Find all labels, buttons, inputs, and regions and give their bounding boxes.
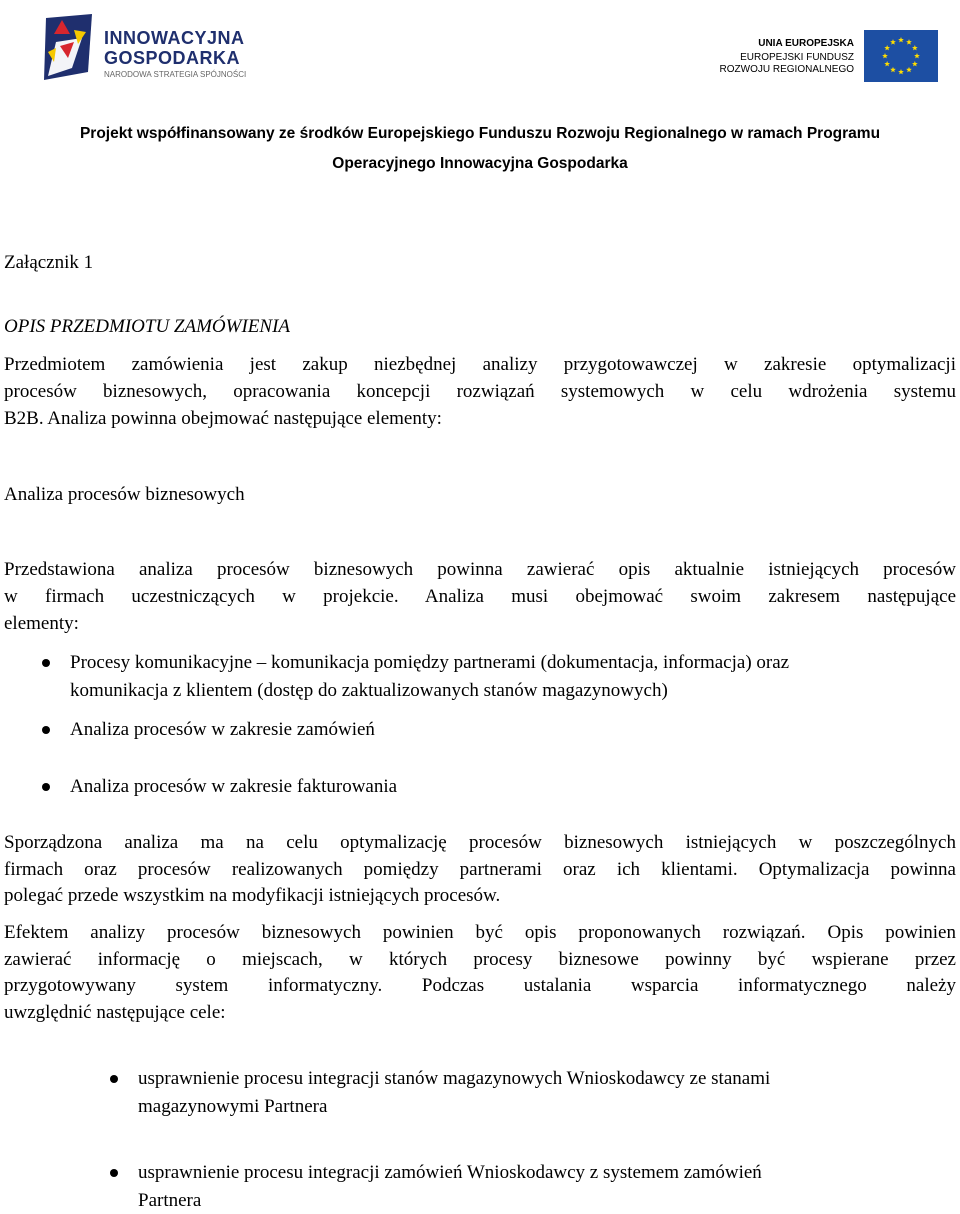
effect-line-1: Efektem analizy procesów biznesowych powinien być opis proponowanych rozwiązań. Opis powinien [4,922,956,943]
bullet-icon [42,726,50,734]
purpose-line-3: polegać przede wszystkim na modyfikacji istniejących procesów. [4,885,501,906]
innowacyjna-gospodarka-logo [42,12,272,88]
logo-right-line2: EUROPEJSKI FUNDUSZ [740,52,854,63]
section-intro-line-1: Przedstawiona analiza procesów biznesowych powinna zawierać opis aktualnie istniejących procesów [4,559,956,580]
annex-label: Załącznik 1 [4,252,94,273]
intro-line-1: Przedmiotem zamówienia jest zakup niezbędnej analizy przygotowawczej w zakresie optymalizacji [4,354,956,375]
purpose-line-1: Sporządzona analiza ma na celu optymalizację procesów biznesowych istniejących w poszczególnych [4,832,956,853]
intro-line-2: procesów biznesowych, opracowania koncepcji rozwiązań systemowych w celu wdrożenia systemu [4,381,956,402]
list-item-continuation: Partnera [138,1190,202,1211]
bullet-icon [110,1075,118,1083]
list-item-continuation: komunikacja z klientem (dostęp do zaktualizowanych stanów magazynowych) [70,680,668,701]
section-intro-line-2: w firmach uczestniczących w projekcie. Analiza musi obejmować swoim zakresem następujące [4,586,956,607]
effect-line-2: zawierać informację o miejscach, w których procesy biznesowe powinny być wspierane przez [4,949,956,970]
bullet-icon [110,1169,118,1177]
list-item: usprawnienie procesu integracji zamówień Wnioskodawcy z systemem zamówień [138,1162,762,1183]
list-item: Analiza procesów w zakresie zamówień [70,719,375,740]
intro-line-3: B2B. Analiza powinna obejmować następujące elementy: [4,408,442,429]
document-title: OPIS PRZEDMIOTU ZAMÓWIENIA [4,316,291,337]
funding-statement [0,119,960,179]
list-item: Procesy komunikacyjne – komunikacja pomiędzy partnerami (dokumentacja, informacja) oraz [70,652,790,673]
eu-flag-icon [864,30,938,82]
section-intro-line-3: elementy: [4,613,79,634]
logo-left-line1: INNOWACYJNA [104,28,245,48]
eu-regional-fund-logo [719,28,938,84]
logo-left-line3: NARODOWA STRATEGIA SPÓJNOŚCI [104,70,247,79]
purpose-line-2: firmach oraz procesów realizowanych pomiędzy partnerami oraz ich klientami. Optymalizacja powinna [4,859,956,880]
funding-line-2: Operacyjnego Innowacyjna Gospodarka [332,155,628,172]
logo-left-line2: GOSPODARKA [104,48,241,68]
list-item: usprawnienie procesu integracji stanów magazynowych Wnioskodawcy ze stanami [138,1068,771,1089]
list-item: Analiza procesów w zakresie fakturowania [70,776,398,797]
logo-right-line3: ROZWOJU REGIONALNEGO [719,64,854,75]
logo-right-line1: UNIA EUROPEJSKA [758,38,854,49]
section-heading: Analiza procesów biznesowych [4,484,245,505]
list-item-continuation: magazynowymi Partnera [138,1096,328,1117]
effect-line-4: uwzględnić następujące cele: [4,1002,226,1023]
funding-line-1: Projekt współfinansowany ze środków Europejskiego Funduszu Rozwoju Regionalnego w ramach Programu [79,125,881,142]
effect-line-3: przygotowywany system informatyczny. Podczas ustalania wsparcia informatycznego należy [4,975,956,996]
bullet-icon [42,659,50,667]
bullet-icon [42,783,50,791]
